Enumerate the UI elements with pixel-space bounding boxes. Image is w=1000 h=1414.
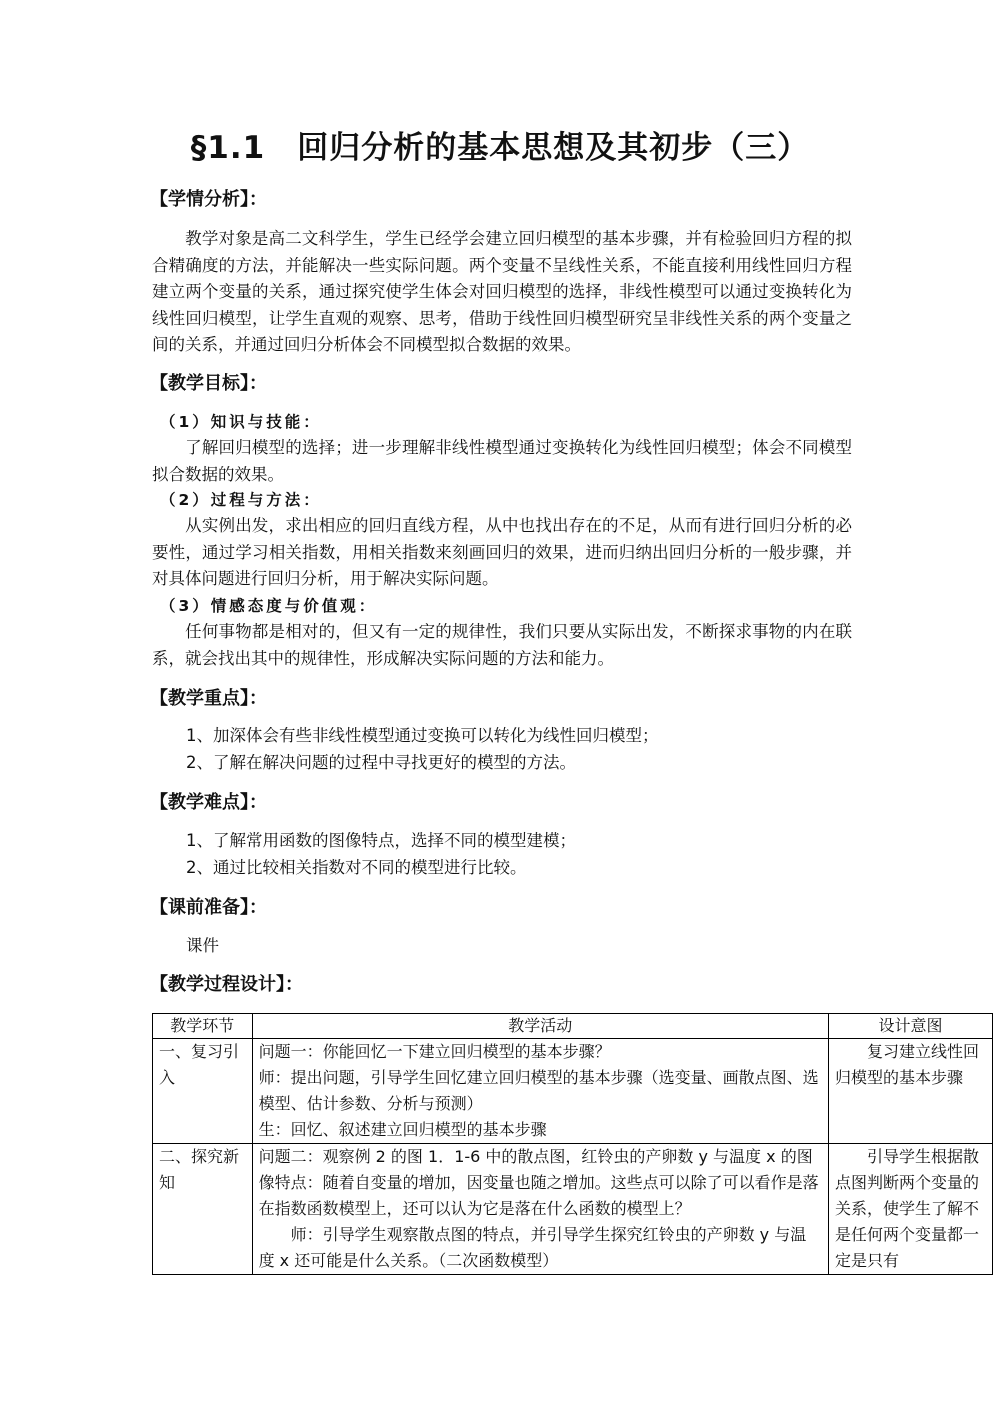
heading-analysis: 【学情分析】：	[150, 189, 267, 210]
step-cell: 一、复习引入	[153, 1039, 253, 1144]
difficult-point-item: 1、了解常用函数的图像特点，选择不同的模型建模；	[186, 831, 576, 850]
key-point-item: 2、了解在解决问题的过程中寻找更好的模型的方法。	[186, 753, 576, 772]
step-cell: 二、探究新知	[153, 1144, 253, 1275]
goal-attitude-paragraph	[152, 619, 852, 672]
heading-difficult-points: 【教学难点】：	[150, 792, 267, 813]
intent-text: 复习建立线性回归模型的基本步骤	[835, 1042, 980, 1087]
activity-cell	[252, 1144, 828, 1275]
activity-line: 生：回忆、叙述建立回归模型的基本步骤	[258, 1120, 547, 1139]
activity-cell	[252, 1039, 828, 1144]
activity-line: 问题一：你能回忆一下建立回归模型的基本步骤？	[258, 1042, 611, 1061]
activity-line: 师：引导学生观察散点图的特点，并引导学生探究红铃虫的产卵数 y 与温度 x 还可能是什么关系。（二次函数模型）	[258, 1225, 807, 1270]
intent-text: 引导学生根据散点图判断两个变量的关系，使学生了解不是任何两个变量都一定是只有	[835, 1147, 980, 1270]
difficult-point-item: 2、通过比较相关指数对不同的模型进行比较。	[186, 858, 527, 877]
goal-sub-attitude: （3）情感态度与价值观：	[160, 597, 378, 615]
heading-goals: 【教学目标】：	[150, 373, 267, 394]
activity-line: 师：提出问题，引导学生回忆建立回归模型的基本步骤（选变量、画散点图、选模型、估计参数、分析与预测）	[258, 1068, 819, 1113]
analysis-paragraph	[152, 226, 852, 359]
column-header-activity: 教学活动	[252, 1014, 828, 1039]
heading-preparation: 【课前准备】：	[150, 897, 267, 918]
table-header-row	[153, 1014, 993, 1039]
activity-line: 问题二：观察例 2 的图 1．1-6 中的散点图，红铃虫的产卵数 y 与温度 x 的图像特点：随着自变量的增加，因变量也随之增加。这些点可以除了可以看作是落在指数函数模型上，还可以认为它是落在什么函数的模型上？	[258, 1147, 819, 1218]
goal-process-text: 从实例出发，求出相应的回归直线方程，从中也找出存在的不足，从而有进行回归分析的必要性，通过学习相关指数，用相关指数来刻画回归的效果，进而归纳出回归分析的一般步骤，并对具体问题进行回归分析，用于解决实际问题。	[152, 516, 852, 588]
intent-cell	[829, 1144, 993, 1275]
process-table	[152, 1013, 993, 1275]
column-header-step: 教学环节	[153, 1014, 253, 1039]
goal-sub-process: （2）过程与方法：	[160, 491, 322, 509]
goal-process-paragraph	[152, 513, 852, 593]
goal-knowledge-paragraph	[152, 435, 852, 488]
heading-process-design: 【教学过程设计】：	[150, 974, 303, 995]
page-title: §1.1 回归分析的基本思想及其初步（三）	[190, 130, 810, 166]
column-header-intent: 设计意图	[829, 1014, 993, 1039]
goal-attitude-text: 任何事物都是相对的，但又有一定的规律性，我们只要从实际出发，不断探求事物的内在联系，就会找出其中的规律性，形成解决实际问题的方法和能力。	[152, 622, 852, 668]
key-point-item: 1、加深体会有些非线性模型通过变换可以转化为线性回归模型；	[186, 726, 659, 745]
table-row	[153, 1039, 993, 1144]
goal-knowledge-text: 了解回归模型的选择；进一步理解非线性模型通过变换转化为线性回归模型；体会不同模型拟合数据的效果。	[152, 438, 852, 484]
heading-key-points: 【教学重点】：	[150, 688, 267, 709]
analysis-text: 教学对象是高二文科学生，学生已经学会建立回归模型的基本步骤，并有检验回归方程的拟合精确度的方法，并能解决一些实际问题。两个变量不呈线性关系，不能直接利用线性回归方程建立两个变量的关系，通过探究使学生体会对回归模型的选择，非线性模型可以通过变换转化为线性回归模型，让学生直观的观察、思考，借助于线性回归模型研究呈非线性关系的两个变量之间的关系，并通过回归分析体会不同模型拟合数据的效果。	[152, 229, 852, 354]
table-row	[153, 1144, 993, 1275]
intent-cell	[829, 1039, 993, 1144]
goal-sub-knowledge: （1）知识与技能：	[160, 413, 322, 431]
preparation-text: 课件	[186, 936, 219, 955]
